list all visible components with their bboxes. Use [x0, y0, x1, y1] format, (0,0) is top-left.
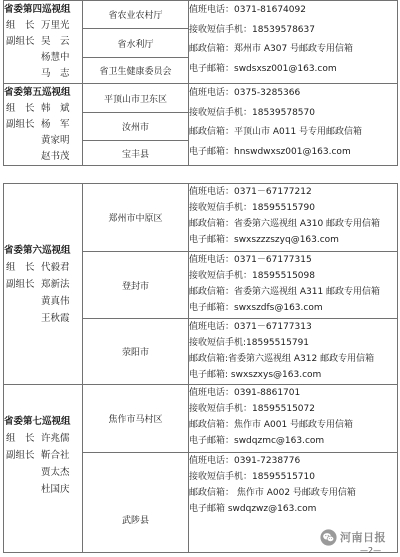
- group-cell: [4, 1, 83, 84]
- deputy-name: 马 志: [41, 68, 70, 79]
- deputy-name: 王秋霞: [41, 312, 70, 324]
- group-info: [4, 242, 82, 327]
- unit-cell: 焦作市马村区: [83, 385, 189, 453]
- table-row: [4, 1, 398, 29]
- deputy-name: 郑新法: [41, 278, 70, 290]
- leader-label: 组 长: [6, 102, 35, 114]
- unit-cell: 郑州市中原区: [83, 184, 189, 252]
- page-number: —2—: [360, 546, 382, 555]
- duty-phone: 值班电话：0371－67177313: [189, 322, 312, 332]
- leader-row: [6, 18, 82, 34]
- email-address: 电子邮箱：swdsxsz001@163.com: [189, 63, 337, 74]
- group-info: [4, 2, 82, 82]
- leader-row: [6, 101, 82, 117]
- table-row: [4, 385, 398, 453]
- duty-phone: 值班电话：0375-3285366: [189, 88, 301, 98]
- email-address: 电子邮箱：swxszdfs@163.com: [189, 303, 323, 313]
- leader-row: [6, 259, 82, 276]
- group-cell: [4, 84, 83, 166]
- sms-phone: 接收短信手机:18595515791: [189, 338, 310, 348]
- sms-phone: 接收短信手机：18595515710: [189, 472, 315, 482]
- deputy-name: 贾太杰: [41, 467, 70, 478]
- label-spacer: [6, 133, 41, 149]
- leader-row: [6, 430, 82, 447]
- postal-mailbox: 邮政信箱:省委第六巡视组 A312 邮政专用信箱: [189, 354, 375, 364]
- deputy-row: [6, 149, 82, 165]
- contact-cell: [189, 319, 398, 385]
- postal-mailbox: 邮政信箱：焦作市 A001 号邮政专用信箱: [189, 420, 354, 430]
- watermark-text: 河南日报: [340, 531, 386, 544]
- email-address: 电子邮箱: swxszxys@163.com: [189, 370, 322, 380]
- leader-name: 代毅君: [41, 261, 70, 273]
- sms-phone: 接收短信手机：18539578637: [189, 24, 315, 35]
- source-watermark: [320, 527, 394, 547]
- deputy-name: 吴 云: [41, 36, 70, 47]
- deputy-row: [6, 481, 82, 498]
- email-address: 电子邮箱：swxszzzszyq@163.com: [189, 235, 339, 245]
- group-cell: [4, 385, 83, 553]
- deputy-name: 黄家明: [41, 134, 70, 146]
- duty-phone: 值班电话：0391-7238776: [189, 456, 301, 466]
- leader-name: 万里光: [41, 20, 70, 31]
- deputy-label: 副组长: [6, 450, 35, 461]
- group-title: 省委第七巡视组: [4, 416, 71, 427]
- unit-cell: 省卫生健康委员会: [83, 58, 189, 84]
- deputy-name: 靳合社: [41, 450, 70, 461]
- label-spacer: [6, 66, 41, 82]
- unit-cell: 武陟县: [83, 453, 189, 553]
- label-spacer: [6, 481, 41, 498]
- sms-phone: 接收短信手机：18539578570: [189, 107, 315, 118]
- deputy-name: 黄真伟: [41, 295, 70, 307]
- inspection-table-bottom: [3, 183, 398, 553]
- leader-label: 组 长: [6, 261, 35, 273]
- deputy-row: [6, 276, 82, 293]
- group-title: 省委第六巡视组: [4, 244, 71, 256]
- group-title: 省委第五巡视组: [4, 86, 71, 98]
- table-row: [4, 84, 398, 113]
- label-spacer: [6, 149, 41, 165]
- group-info: [4, 413, 82, 498]
- leader-label: 组 长: [6, 433, 35, 444]
- inspection-table-top: [3, 0, 398, 166]
- label-spacer: [6, 293, 41, 310]
- duty-phone: 值班电话：0371-81674092: [189, 5, 306, 15]
- unit-cell: 省农业农村厅: [83, 1, 189, 29]
- contact-cell: [189, 84, 398, 166]
- contact-cell: [189, 252, 398, 319]
- wechat-logo-icon: [320, 529, 337, 546]
- leader-label: 组 长: [6, 20, 35, 31]
- deputy-row: [6, 447, 82, 464]
- unit-cell: 汝州市: [83, 113, 189, 141]
- deputy-name: 赵书茂: [41, 150, 70, 162]
- sms-phone: 接收短信手机：18595515790: [189, 203, 315, 213]
- contact-cell: [189, 1, 398, 84]
- deputy-label: 副组长: [6, 278, 35, 290]
- deputy-row: [6, 464, 82, 481]
- contact-cell: [189, 385, 398, 453]
- postal-mailbox: 邮政信箱： 焦作市 A002 号邮政专用信箱: [189, 488, 356, 498]
- contact-cell: [189, 184, 398, 252]
- postal-mailbox: 邮政信箱：平顶山市 A011 号专用邮政信箱: [189, 127, 363, 137]
- deputy-name: 杨慧中: [41, 52, 70, 63]
- unit-cell: 省水利厅: [83, 29, 189, 58]
- label-spacer: [6, 50, 41, 66]
- deputy-row: [6, 66, 82, 82]
- postal-mailbox: 邮政信箱：省委第六巡视组 A311 邮政专用信箱: [189, 287, 381, 297]
- unit-cell: 荥阳市: [83, 319, 189, 385]
- deputy-label: 副组长: [6, 118, 35, 130]
- group-title: 省委第四巡视组: [4, 4, 71, 15]
- deputy-row: [6, 117, 82, 133]
- sms-phone: 接收短信手机：18595515072: [189, 404, 315, 414]
- unit-cell: 登封市: [83, 252, 189, 319]
- deputy-name: 杜国庆: [41, 484, 70, 495]
- deputy-name: 杨 军: [41, 118, 70, 130]
- leader-name: 韩 斌: [41, 102, 70, 114]
- label-spacer: [6, 464, 41, 481]
- duty-phone: 值班电话：0371－67177212: [189, 187, 312, 197]
- group-info: [4, 85, 82, 165]
- duty-phone: 值班电话：0371－67177315: [189, 255, 312, 265]
- group-cell: [4, 184, 83, 385]
- table-row: [4, 184, 398, 252]
- deputy-row: [6, 34, 82, 50]
- postal-mailbox: 邮政信箱：省委第六巡视组 A310 邮政专用信箱: [189, 219, 381, 229]
- label-spacer: [6, 310, 41, 327]
- postal-mailbox: 邮政信箱：郑州市 A307 号邮政专用信箱: [189, 44, 354, 54]
- deputy-row: [6, 293, 82, 310]
- deputy-row: [6, 50, 82, 66]
- sms-phone: 接收短信手机：18595515098: [189, 271, 315, 281]
- unit-cell: 平顶山市卫东区: [83, 84, 189, 113]
- duty-phone: 值班电话：0391-8861701: [189, 388, 301, 398]
- email-address: 电子邮箱 swdqzwz@163.com: [189, 504, 317, 514]
- leader-name: 许兆儒: [41, 433, 70, 444]
- email-address: 电子邮箱：hnswdwxsz001@163.com: [189, 146, 351, 157]
- deputy-label: 副组长: [6, 36, 35, 47]
- deputy-row: [6, 133, 82, 149]
- email-address: 电子邮箱：swdqzmc@163.com: [189, 436, 325, 446]
- unit-cell: 宝丰县: [83, 141, 189, 166]
- deputy-row: [6, 310, 82, 327]
